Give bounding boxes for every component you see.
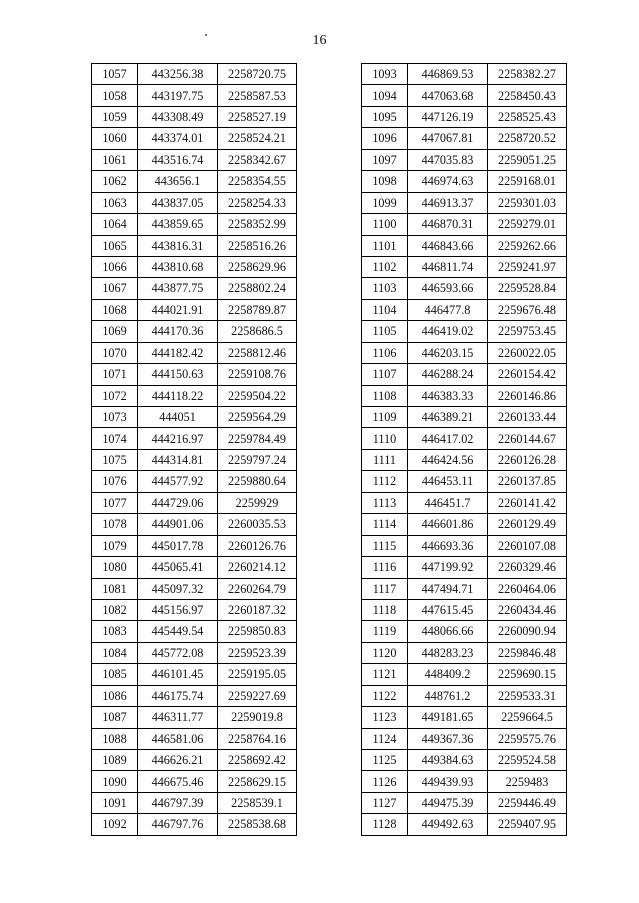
- y-coordinate-cell: 2258539.1: [218, 792, 297, 813]
- point-number-cell: 1114: [362, 514, 408, 535]
- table-row: [362, 557, 567, 578]
- x-coordinate-cell: 446626.21: [138, 750, 218, 771]
- table-row: [362, 535, 567, 556]
- x-coordinate-cell: 444170.36: [138, 321, 218, 342]
- table-row: [362, 364, 567, 385]
- y-coordinate-cell: 2259108.76: [218, 364, 297, 385]
- point-number-cell: 1100: [362, 214, 408, 235]
- point-number-cell: 1092: [92, 814, 138, 835]
- point-number-cell: 1101: [362, 235, 408, 256]
- point-number-cell: 1062: [92, 171, 138, 192]
- x-coordinate-cell: 446288.24: [408, 364, 488, 385]
- y-coordinate-cell: 2258382.27: [488, 64, 567, 85]
- table-row: [362, 621, 567, 642]
- x-coordinate-cell: 447067.81: [408, 128, 488, 149]
- table-row: [362, 642, 567, 663]
- table-row: [362, 814, 567, 835]
- point-number-cell: 1069: [92, 321, 138, 342]
- table-row: [362, 342, 567, 363]
- table-row: [92, 814, 297, 835]
- y-coordinate-cell: 2260144.67: [488, 428, 567, 449]
- x-coordinate-cell: 444021.91: [138, 299, 218, 320]
- x-coordinate-cell: 445017.78: [138, 535, 218, 556]
- x-coordinate-cell: 446203.15: [408, 342, 488, 363]
- table-row: [362, 149, 567, 170]
- y-coordinate-cell: 2259483: [488, 771, 567, 792]
- y-coordinate-cell: 2259504.22: [218, 385, 297, 406]
- point-number-cell: 1107: [362, 364, 408, 385]
- point-number-cell: 1121: [362, 664, 408, 685]
- table-row: [362, 792, 567, 813]
- table-row: [92, 278, 297, 299]
- x-coordinate-cell: 446419.02: [408, 321, 488, 342]
- point-number-cell: 1095: [362, 106, 408, 127]
- point-number-cell: 1122: [362, 685, 408, 706]
- x-coordinate-cell: 446581.06: [138, 728, 218, 749]
- point-number-cell: 1103: [362, 278, 408, 299]
- point-number-cell: 1094: [362, 85, 408, 106]
- y-coordinate-cell: 2260434.46: [488, 599, 567, 620]
- y-coordinate-cell: 2258789.87: [218, 299, 297, 320]
- y-coordinate-cell: 2259227.69: [218, 685, 297, 706]
- x-coordinate-cell: 449384.63: [408, 750, 488, 771]
- y-coordinate-cell: 2260107.08: [488, 535, 567, 556]
- point-number-cell: 1082: [92, 599, 138, 620]
- y-coordinate-cell: 2258720.75: [218, 64, 297, 85]
- point-number-cell: 1117: [362, 578, 408, 599]
- x-coordinate-cell: 449367.36: [408, 728, 488, 749]
- point-number-cell: 1106: [362, 342, 408, 363]
- y-coordinate-cell: 2260126.76: [218, 535, 297, 556]
- table-row: [92, 85, 297, 106]
- x-coordinate-cell: 443516.74: [138, 149, 218, 170]
- point-number-cell: 1065: [92, 235, 138, 256]
- point-number-cell: 1116: [362, 557, 408, 578]
- x-coordinate-cell: 447199.92: [408, 557, 488, 578]
- table-row: [362, 256, 567, 277]
- x-coordinate-cell: 443816.31: [138, 235, 218, 256]
- y-coordinate-cell: 2258720.52: [488, 128, 567, 149]
- table-row: [362, 664, 567, 685]
- x-coordinate-cell: 443197.75: [138, 85, 218, 106]
- x-coordinate-cell: 443308.49: [138, 106, 218, 127]
- point-number-cell: 1109: [362, 407, 408, 428]
- x-coordinate-cell: 445097.32: [138, 578, 218, 599]
- x-coordinate-cell: 444729.06: [138, 492, 218, 513]
- table-row: [92, 664, 297, 685]
- point-number-cell: 1057: [92, 64, 138, 85]
- table-row: [362, 599, 567, 620]
- table-row: [92, 149, 297, 170]
- x-coordinate-cell: 446693.36: [408, 535, 488, 556]
- x-coordinate-cell: 446675.46: [138, 771, 218, 792]
- point-number-cell: 1073: [92, 407, 138, 428]
- x-coordinate-cell: 449475.39: [408, 792, 488, 813]
- x-coordinate-cell: 445772.08: [138, 642, 218, 663]
- x-coordinate-cell: 443810.68: [138, 256, 218, 277]
- point-number-cell: 1063: [92, 192, 138, 213]
- table-row: [92, 256, 297, 277]
- table-row: [362, 299, 567, 320]
- x-coordinate-cell: 449492.63: [408, 814, 488, 835]
- x-coordinate-cell: 444150.63: [138, 364, 218, 385]
- y-coordinate-cell: 2259753.45: [488, 321, 567, 342]
- table-row: [92, 471, 297, 492]
- y-coordinate-cell: 2259797.24: [218, 449, 297, 470]
- y-coordinate-cell: 2259407.95: [488, 814, 567, 835]
- point-number-cell: 1061: [92, 149, 138, 170]
- point-number-cell: 1079: [92, 535, 138, 556]
- x-coordinate-cell: 446601.86: [408, 514, 488, 535]
- y-coordinate-cell: 2259846.48: [488, 642, 567, 663]
- x-coordinate-cell: 449181.65: [408, 707, 488, 728]
- table-row: [362, 578, 567, 599]
- table-row: [92, 321, 297, 342]
- y-coordinate-cell: 2259664.5: [488, 707, 567, 728]
- table-row: [362, 707, 567, 728]
- y-coordinate-cell: 2260264.79: [218, 578, 297, 599]
- y-coordinate-cell: 2259784.49: [218, 428, 297, 449]
- point-number-cell: 1090: [92, 771, 138, 792]
- point-number-cell: 1128: [362, 814, 408, 835]
- table-row: [362, 385, 567, 406]
- y-coordinate-cell: 2260126.28: [488, 449, 567, 470]
- point-number-cell: 1110: [362, 428, 408, 449]
- y-coordinate-cell: 2259850.83: [218, 621, 297, 642]
- table-row: [92, 235, 297, 256]
- y-coordinate-cell: 2260129.49: [488, 514, 567, 535]
- table-row: [92, 385, 297, 406]
- y-coordinate-cell: 2258525.43: [488, 106, 567, 127]
- table-row: [362, 106, 567, 127]
- y-coordinate-cell: 2260187.32: [218, 599, 297, 620]
- x-coordinate-cell: 447035.83: [408, 149, 488, 170]
- table-row: [362, 64, 567, 85]
- x-coordinate-cell: 444901.06: [138, 514, 218, 535]
- y-coordinate-cell: 2260464.06: [488, 578, 567, 599]
- y-coordinate-cell: 2260035.53: [218, 514, 297, 535]
- table-row: [362, 235, 567, 256]
- table-row: [92, 428, 297, 449]
- x-coordinate-cell: 446797.76: [138, 814, 218, 835]
- y-coordinate-cell: 2258538.68: [218, 814, 297, 835]
- x-coordinate-cell: 446843.66: [408, 235, 488, 256]
- table-row: [92, 449, 297, 470]
- point-number-cell: 1102: [362, 256, 408, 277]
- y-coordinate-cell: 2259929: [218, 492, 297, 513]
- y-coordinate-cell: 2258629.15: [218, 771, 297, 792]
- table-row: [92, 642, 297, 663]
- point-number-cell: 1058: [92, 85, 138, 106]
- x-coordinate-cell: 446811.74: [408, 256, 488, 277]
- point-number-cell: 1064: [92, 214, 138, 235]
- table-row: [92, 578, 297, 599]
- y-coordinate-cell: 2260214.12: [218, 557, 297, 578]
- point-number-cell: 1091: [92, 792, 138, 813]
- y-coordinate-cell: 2260090.94: [488, 621, 567, 642]
- point-number-cell: 1072: [92, 385, 138, 406]
- x-coordinate-cell: 443837.05: [138, 192, 218, 213]
- table-row: [92, 750, 297, 771]
- point-number-cell: 1084: [92, 642, 138, 663]
- y-coordinate-cell: 2258692.42: [218, 750, 297, 771]
- point-number-cell: 1125: [362, 750, 408, 771]
- y-coordinate-cell: 2259528.84: [488, 278, 567, 299]
- y-coordinate-cell: 2258352.99: [218, 214, 297, 235]
- y-coordinate-cell: 2258254.33: [218, 192, 297, 213]
- coordinates-table-left: [91, 63, 297, 836]
- y-coordinate-cell: 2259690.15: [488, 664, 567, 685]
- point-number-cell: 1089: [92, 750, 138, 771]
- table-row: [362, 85, 567, 106]
- x-coordinate-cell: 449439.93: [408, 771, 488, 792]
- point-number-cell: 1088: [92, 728, 138, 749]
- x-coordinate-cell: 447126.19: [408, 106, 488, 127]
- point-number-cell: 1096: [362, 128, 408, 149]
- y-coordinate-cell: 2260154.42: [488, 364, 567, 385]
- point-number-cell: 1075: [92, 449, 138, 470]
- table-row: [362, 685, 567, 706]
- table-row: [92, 599, 297, 620]
- y-coordinate-cell: 2258629.96: [218, 256, 297, 277]
- table-row: [362, 514, 567, 535]
- point-number-cell: 1108: [362, 385, 408, 406]
- point-number-cell: 1098: [362, 171, 408, 192]
- point-number-cell: 1077: [92, 492, 138, 513]
- y-coordinate-cell: 2258354.55: [218, 171, 297, 192]
- x-coordinate-cell: 447615.45: [408, 599, 488, 620]
- x-coordinate-cell: 448066.66: [408, 621, 488, 642]
- y-coordinate-cell: 2259195.05: [218, 664, 297, 685]
- point-number-cell: 1070: [92, 342, 138, 363]
- y-coordinate-cell: 2259279.01: [488, 214, 567, 235]
- table-row: [362, 407, 567, 428]
- point-number-cell: 1126: [362, 771, 408, 792]
- point-number-cell: 1120: [362, 642, 408, 663]
- y-coordinate-cell: 2259262.66: [488, 235, 567, 256]
- point-number-cell: 1097: [362, 149, 408, 170]
- y-coordinate-cell: 2259880.64: [218, 471, 297, 492]
- table-row: [92, 64, 297, 85]
- point-number-cell: 1085: [92, 664, 138, 685]
- point-number-cell: 1093: [362, 64, 408, 85]
- table-row: [362, 192, 567, 213]
- x-coordinate-cell: 446311.77: [138, 707, 218, 728]
- point-number-cell: 1067: [92, 278, 138, 299]
- y-coordinate-cell: 2260146.86: [488, 385, 567, 406]
- y-coordinate-cell: 2260329.46: [488, 557, 567, 578]
- x-coordinate-cell: 446451.7: [408, 492, 488, 513]
- x-coordinate-cell: 446453.11: [408, 471, 488, 492]
- x-coordinate-cell: 443656.1: [138, 171, 218, 192]
- table-row: [92, 171, 297, 192]
- x-coordinate-cell: 448761.2: [408, 685, 488, 706]
- table-row: [362, 750, 567, 771]
- scan-speck: [205, 34, 207, 36]
- x-coordinate-cell: 446424.56: [408, 449, 488, 470]
- table-row: [362, 728, 567, 749]
- point-number-cell: 1123: [362, 707, 408, 728]
- table-row: [92, 535, 297, 556]
- y-coordinate-cell: 2258516.26: [218, 235, 297, 256]
- table-row: [362, 428, 567, 449]
- y-coordinate-cell: 2259446.49: [488, 792, 567, 813]
- point-number-cell: 1060: [92, 128, 138, 149]
- x-coordinate-cell: 447494.71: [408, 578, 488, 599]
- x-coordinate-cell: 443374.01: [138, 128, 218, 149]
- x-coordinate-cell: 446383.33: [408, 385, 488, 406]
- page-number: 16: [312, 33, 327, 48]
- table-row: [92, 192, 297, 213]
- point-number-cell: 1124: [362, 728, 408, 749]
- table-row: [362, 278, 567, 299]
- point-number-cell: 1066: [92, 256, 138, 277]
- x-coordinate-cell: 447063.68: [408, 85, 488, 106]
- x-coordinate-cell: 444314.81: [138, 449, 218, 470]
- x-coordinate-cell: 446797.39: [138, 792, 218, 813]
- table-row: [362, 771, 567, 792]
- x-coordinate-cell: 446101.45: [138, 664, 218, 685]
- table-row: [92, 514, 297, 535]
- y-coordinate-cell: 2259524.58: [488, 750, 567, 771]
- y-coordinate-cell: 2258527.19: [218, 106, 297, 127]
- point-number-cell: 1074: [92, 428, 138, 449]
- table-row: [362, 171, 567, 192]
- y-coordinate-cell: 2259523.39: [218, 642, 297, 663]
- point-number-cell: 1104: [362, 299, 408, 320]
- x-coordinate-cell: 446389.21: [408, 407, 488, 428]
- coordinates-table-right: [361, 63, 567, 836]
- y-coordinate-cell: 2259168.01: [488, 171, 567, 192]
- x-coordinate-cell: 446593.66: [408, 278, 488, 299]
- x-coordinate-cell: 445156.97: [138, 599, 218, 620]
- table-row: [362, 321, 567, 342]
- table-row: [92, 364, 297, 385]
- point-number-cell: 1127: [362, 792, 408, 813]
- table-row: [92, 106, 297, 127]
- table-row: [92, 557, 297, 578]
- y-coordinate-cell: 2259564.29: [218, 407, 297, 428]
- table-row: [92, 685, 297, 706]
- x-coordinate-cell: 446477.8: [408, 299, 488, 320]
- point-number-cell: 1071: [92, 364, 138, 385]
- table-row: [92, 621, 297, 642]
- x-coordinate-cell: 448283.23: [408, 642, 488, 663]
- table-row: [362, 449, 567, 470]
- table-row: [362, 214, 567, 235]
- point-number-cell: 1112: [362, 471, 408, 492]
- y-coordinate-cell: 2258812.46: [218, 342, 297, 363]
- table-row: [92, 407, 297, 428]
- y-coordinate-cell: 2258686.5: [218, 321, 297, 342]
- x-coordinate-cell: 443256.38: [138, 64, 218, 85]
- x-coordinate-cell: 446913.37: [408, 192, 488, 213]
- point-number-cell: 1113: [362, 492, 408, 513]
- point-number-cell: 1111: [362, 449, 408, 470]
- y-coordinate-cell: 2258802.24: [218, 278, 297, 299]
- y-coordinate-cell: 2260141.42: [488, 492, 567, 513]
- point-number-cell: 1118: [362, 599, 408, 620]
- x-coordinate-cell: 445449.54: [138, 621, 218, 642]
- table-row: [362, 128, 567, 149]
- table-row: [92, 342, 297, 363]
- point-number-cell: 1099: [362, 192, 408, 213]
- point-number-cell: 1115: [362, 535, 408, 556]
- y-coordinate-cell: 2259575.76: [488, 728, 567, 749]
- table-row: [92, 728, 297, 749]
- point-number-cell: 1080: [92, 557, 138, 578]
- y-coordinate-cell: 2259533.31: [488, 685, 567, 706]
- point-number-cell: 1105: [362, 321, 408, 342]
- y-coordinate-cell: 2259051.25: [488, 149, 567, 170]
- y-coordinate-cell: 2259676.48: [488, 299, 567, 320]
- y-coordinate-cell: 2260137.85: [488, 471, 567, 492]
- x-coordinate-cell: 446869.53: [408, 64, 488, 85]
- y-coordinate-cell: 2258587.53: [218, 85, 297, 106]
- x-coordinate-cell: 443859.65: [138, 214, 218, 235]
- point-number-cell: 1078: [92, 514, 138, 535]
- y-coordinate-cell: 2260022.05: [488, 342, 567, 363]
- point-number-cell: 1068: [92, 299, 138, 320]
- table-row: [92, 128, 297, 149]
- x-coordinate-cell: 446175.74: [138, 685, 218, 706]
- x-coordinate-cell: 448409.2: [408, 664, 488, 685]
- y-coordinate-cell: 2258342.67: [218, 149, 297, 170]
- x-coordinate-cell: 444051: [138, 407, 218, 428]
- x-coordinate-cell: 446417.02: [408, 428, 488, 449]
- table-row: [92, 299, 297, 320]
- y-coordinate-cell: 2259019.8: [218, 707, 297, 728]
- point-number-cell: 1081: [92, 578, 138, 599]
- y-coordinate-cell: 2258450.43: [488, 85, 567, 106]
- point-number-cell: 1076: [92, 471, 138, 492]
- x-coordinate-cell: 445065.41: [138, 557, 218, 578]
- y-coordinate-cell: 2260133.44: [488, 407, 567, 428]
- table-row: [92, 792, 297, 813]
- point-number-cell: 1083: [92, 621, 138, 642]
- table-row: [362, 492, 567, 513]
- y-coordinate-cell: 2259241.97: [488, 256, 567, 277]
- point-number-cell: 1119: [362, 621, 408, 642]
- x-coordinate-cell: 444216.97: [138, 428, 218, 449]
- x-coordinate-cell: 444577.92: [138, 471, 218, 492]
- point-number-cell: 1087: [92, 707, 138, 728]
- x-coordinate-cell: 446870.31: [408, 214, 488, 235]
- x-coordinate-cell: 444182.42: [138, 342, 218, 363]
- y-coordinate-cell: 2258524.21: [218, 128, 297, 149]
- point-number-cell: 1086: [92, 685, 138, 706]
- table-row: [92, 707, 297, 728]
- table-row: [92, 214, 297, 235]
- table-row: [92, 492, 297, 513]
- x-coordinate-cell: 446974.63: [408, 171, 488, 192]
- y-coordinate-cell: 2259301.03: [488, 192, 567, 213]
- table-row: [362, 471, 567, 492]
- x-coordinate-cell: 444118.22: [138, 385, 218, 406]
- y-coordinate-cell: 2258764.16: [218, 728, 297, 749]
- x-coordinate-cell: 443877.75: [138, 278, 218, 299]
- table-row: [92, 771, 297, 792]
- point-number-cell: 1059: [92, 106, 138, 127]
